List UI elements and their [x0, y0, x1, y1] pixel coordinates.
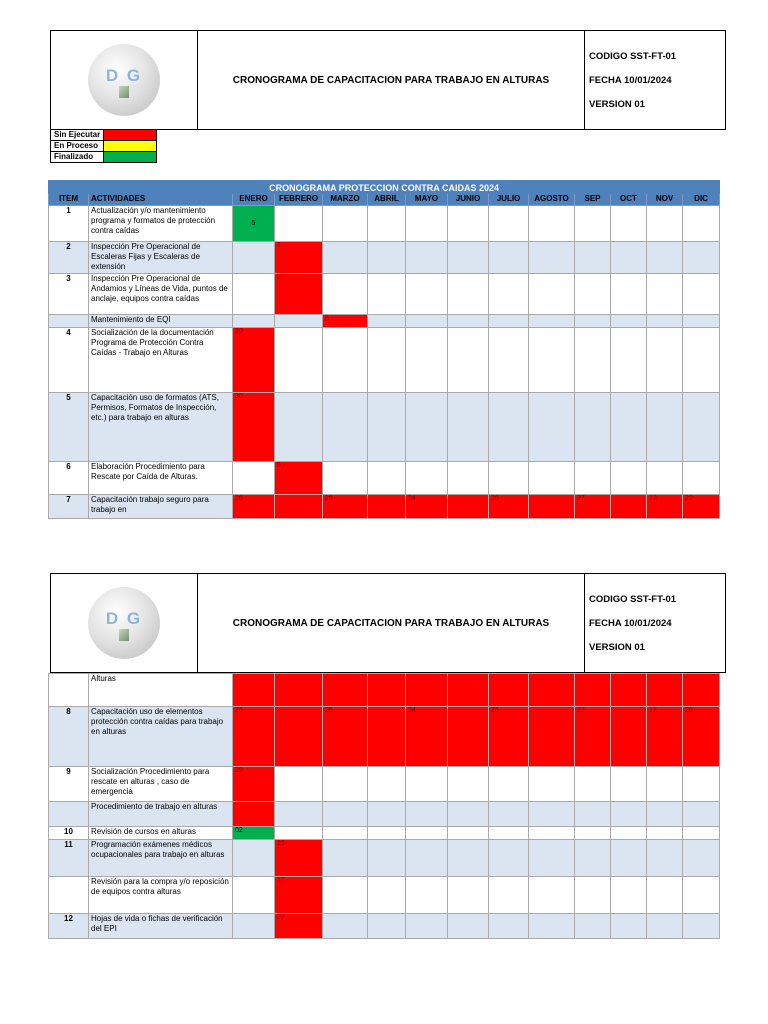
item-number [49, 315, 89, 328]
table-row [49, 462, 720, 495]
scheduled-cell-pending: 26 [489, 707, 529, 767]
table-body [49, 206, 720, 519]
scheduled-cell-pending [683, 674, 720, 707]
month-cell [275, 328, 323, 393]
month-cell [323, 274, 368, 315]
month-cell [575, 767, 611, 802]
table-row [49, 393, 720, 462]
month-cell [683, 767, 720, 802]
item-number [49, 877, 89, 914]
month-cell [233, 877, 275, 914]
month-cell [448, 802, 489, 827]
month-cell [275, 827, 323, 840]
scheduled-cell-pending: 27 [275, 914, 323, 939]
item-number: 12 [49, 914, 89, 939]
legend-label: En Proceso [51, 141, 104, 152]
month-cell [448, 328, 489, 393]
scheduled-cell-pending [529, 674, 575, 707]
document-header [50, 573, 726, 673]
item-number: 1 [49, 206, 89, 242]
month-cell [448, 274, 489, 315]
document-meta [585, 574, 725, 672]
month-cell [683, 206, 720, 242]
logo-emblem [88, 44, 160, 116]
month-cell [448, 315, 489, 328]
month-cell [683, 802, 720, 827]
scheduled-cell-pending: 5 [275, 462, 323, 495]
month-cell [647, 206, 683, 242]
month-cell [489, 242, 529, 274]
month-cell [647, 328, 683, 393]
month-cell [489, 315, 529, 328]
month-cell [611, 315, 647, 328]
month-cell [448, 827, 489, 840]
month-cell [611, 840, 647, 877]
fecha-label: FECHA 10/01/2024 [589, 74, 672, 86]
column-headers [49, 194, 720, 206]
month-cell [575, 877, 611, 914]
activity-name: Socialización de la documentación Programa de Protección Contra Caídas - Trabajo en Alturas [89, 328, 233, 393]
month-cell [323, 827, 368, 840]
scheduled-cell-pending [323, 674, 368, 707]
month-cell [683, 274, 720, 315]
month-cell [323, 840, 368, 877]
scheduled-cell-pending [448, 674, 489, 707]
month-cell [647, 315, 683, 328]
month-cell [368, 393, 406, 462]
legend-label: Finalizado [51, 152, 104, 163]
month-cell [529, 393, 575, 462]
logo-text: D G [105, 609, 143, 628]
activity-name: Hojas de vida o fichas de verificación del EPI [89, 914, 233, 939]
month-cell [323, 802, 368, 827]
month-cell [233, 840, 275, 877]
logo-text: D G [105, 66, 143, 85]
month-cell [406, 274, 448, 315]
activity-name: Actualización y/o mantenimiento programa y formatos de protección contra caídas [89, 206, 233, 242]
column-header: DIC [683, 194, 720, 206]
month-cell [275, 767, 323, 802]
month-cell [448, 242, 489, 274]
month-cell [611, 206, 647, 242]
table-title: CRONOGRAMA PROTECCION CONTRA CAIDAS 2024 [49, 181, 720, 194]
item-number: 3 [49, 274, 89, 315]
item-number [49, 802, 89, 827]
scheduled-cell-pending [647, 674, 683, 707]
scheduled-cell-pending [275, 707, 323, 767]
scheduled-cell-pending: 27 [575, 495, 611, 519]
month-cell [368, 802, 406, 827]
schedule-table-continued [48, 673, 720, 939]
activity-name: Elaboración Procedimiento para Rescate por Caída de Alturas. [89, 462, 233, 495]
month-cell [275, 802, 323, 827]
table-row [49, 315, 720, 328]
scheduled-cell-pending [368, 495, 406, 519]
month-cell [611, 877, 647, 914]
month-cell [529, 315, 575, 328]
month-cell [647, 242, 683, 274]
month-cell [647, 827, 683, 840]
month-cell [368, 827, 406, 840]
month-cell [489, 827, 529, 840]
scheduled-cell-pending [275, 495, 323, 519]
month-cell [448, 393, 489, 462]
month-cell [323, 877, 368, 914]
item-number: 2 [49, 242, 89, 274]
scheduled-cell-pending: 26 [323, 707, 368, 767]
item-number: 6 [49, 462, 89, 495]
month-cell [368, 914, 406, 939]
column-header: ABRIL [368, 194, 406, 206]
table-row [49, 328, 720, 393]
month-cell [406, 840, 448, 877]
scheduled-cell-pending [529, 495, 575, 519]
scheduled-cell-pending: 26 [489, 495, 529, 519]
column-header: FEBRERO [275, 194, 323, 206]
month-cell [489, 328, 529, 393]
version-label: VERSION 01 [589, 641, 645, 653]
month-cell [368, 877, 406, 914]
document-title: CRONOGRAMA DE CAPACITACION PARA TRABAJO EN ALTURAS [198, 574, 585, 672]
item-number: 4 [49, 328, 89, 393]
month-cell [647, 877, 683, 914]
month-cell [406, 827, 448, 840]
scheduled-cell-done: 5 [233, 206, 275, 242]
month-cell [275, 393, 323, 462]
month-cell [489, 914, 529, 939]
month-cell [368, 840, 406, 877]
month-cell [406, 393, 448, 462]
document-meta [585, 31, 725, 129]
month-cell [611, 393, 647, 462]
scheduled-cell-pending [233, 674, 275, 707]
month-cell [323, 206, 368, 242]
month-cell [683, 462, 720, 495]
month-cell [529, 840, 575, 877]
month-cell [611, 242, 647, 274]
version-label: VERSION 01 [589, 98, 645, 110]
scheduled-cell-pending [406, 674, 448, 707]
scheduled-cell-pending: 17 [275, 877, 323, 914]
company-logo [51, 574, 198, 672]
table-row [49, 877, 720, 914]
scheduled-cell-pending [368, 674, 406, 707]
scheduled-cell-pending [575, 674, 611, 707]
column-header: ITEM [49, 194, 89, 206]
month-cell [683, 914, 720, 939]
scheduled-cell-pending [529, 707, 575, 767]
month-cell [406, 462, 448, 495]
month-cell [368, 242, 406, 274]
month-cell [489, 840, 529, 877]
month-cell [489, 206, 529, 242]
month-cell [683, 315, 720, 328]
activity-name: Procedimiento de trabajo en alturas [89, 802, 233, 827]
month-cell [448, 877, 489, 914]
month-cell [489, 462, 529, 495]
scheduled-cell-pending: 24 [406, 495, 448, 519]
scheduled-cell-pending [448, 707, 489, 767]
month-cell [406, 206, 448, 242]
activity-name: Capacitación uso de formatos (ATS, Permisos, Formatos de Inspección, etc.) para trabajo en alturas [89, 393, 233, 462]
scheduled-cell-pending: 20 [683, 495, 720, 519]
month-cell [368, 274, 406, 315]
column-header: JULIO [489, 194, 529, 206]
month-cell [575, 274, 611, 315]
codigo-label: CODIGO SST-FT-01 [589, 593, 677, 605]
month-cell [611, 462, 647, 495]
activity-name: Alturas [89, 674, 233, 707]
scheduled-cell-pending: 26 [233, 495, 275, 519]
month-cell [275, 315, 323, 328]
month-cell [406, 802, 448, 827]
table-row [49, 802, 720, 827]
month-cell [406, 767, 448, 802]
month-cell [529, 802, 575, 827]
month-cell [683, 877, 720, 914]
activity-name: Socialización Procedimiento para rescate en alturas , caso de emergencia [89, 767, 233, 802]
month-cell [611, 328, 647, 393]
status-legend [50, 129, 157, 163]
company-logo [51, 31, 198, 129]
scheduled-cell-pending: 26 [233, 707, 275, 767]
scheduled-cell-pending: 24 [406, 707, 448, 767]
scheduled-cell-pending [611, 674, 647, 707]
scheduled-cell-pending: 16 [275, 840, 323, 877]
month-cell [647, 840, 683, 877]
cube-icon [119, 86, 129, 98]
month-cell [275, 206, 323, 242]
month-cell [406, 914, 448, 939]
document-header [50, 30, 726, 130]
month-cell [611, 274, 647, 315]
month-cell [683, 393, 720, 462]
scheduled-cell-pending [448, 495, 489, 519]
month-cell [489, 274, 529, 315]
month-cell [529, 877, 575, 914]
activity-name: Inspección Pre Operacional de Escaleras Fijas y Escaleras de extensión [89, 242, 233, 274]
month-cell [683, 827, 720, 840]
month-cell [683, 242, 720, 274]
table-row [49, 767, 720, 802]
fecha-label: FECHA 10/01/2024 [589, 617, 672, 629]
month-cell [611, 914, 647, 939]
legend-label: Sin Ejecutar [51, 130, 104, 141]
month-cell [529, 206, 575, 242]
item-number: 8 [49, 707, 89, 767]
month-cell [575, 315, 611, 328]
month-cell [323, 767, 368, 802]
activity-name: Programación exámenes médicos ocupacionales para trabajo en alturas [89, 840, 233, 877]
month-cell [611, 767, 647, 802]
item-number [49, 674, 89, 707]
scheduled-cell-pending [611, 495, 647, 519]
month-cell [233, 462, 275, 495]
cube-icon [119, 629, 129, 641]
table-row [49, 827, 720, 840]
month-cell [323, 462, 368, 495]
scheduled-cell-pending: 20 [683, 707, 720, 767]
month-cell [233, 315, 275, 328]
month-cell [575, 914, 611, 939]
month-cell [368, 767, 406, 802]
table-body [49, 674, 720, 939]
activity-name: Mantenimiento de EQI [89, 315, 233, 328]
month-cell [575, 827, 611, 840]
table-row [49, 840, 720, 877]
scheduled-cell-done: 02 [233, 827, 275, 840]
table-row [49, 206, 720, 242]
month-cell [611, 802, 647, 827]
legend-swatch-red [104, 130, 157, 141]
column-header: ACTIVIDADES [89, 194, 233, 206]
month-cell [647, 914, 683, 939]
month-cell [575, 206, 611, 242]
item-number: 7 [49, 495, 89, 519]
month-cell [575, 393, 611, 462]
scheduled-cell-pending [275, 674, 323, 707]
table-row [49, 707, 720, 767]
column-header: AGOSTO [529, 194, 575, 206]
month-cell [575, 328, 611, 393]
month-cell [529, 767, 575, 802]
month-cell [529, 274, 575, 315]
month-cell [448, 462, 489, 495]
month-cell [647, 462, 683, 495]
scheduled-cell-pending [368, 707, 406, 767]
month-cell [323, 393, 368, 462]
activity-name: Capacitación uso de elementos protección contra caídas para trabajo en alturas [89, 707, 233, 767]
month-cell [233, 242, 275, 274]
month-cell [529, 827, 575, 840]
month-cell [489, 802, 529, 827]
activity-name: Revisión para la compra y/o reposición de equipos contra alturas [89, 877, 233, 914]
scheduled-cell-pending: 12 [647, 495, 683, 519]
scheduled-cell-pending: 27 [575, 707, 611, 767]
document-title: CRONOGRAMA DE CAPACITACION PARA TRABAJO EN ALTURAS [198, 31, 585, 129]
scheduled-cell-pending: 6 [323, 315, 368, 328]
legend-swatch-yellow [104, 141, 157, 152]
legend-swatch-green [104, 152, 157, 163]
month-cell [647, 274, 683, 315]
month-cell [575, 242, 611, 274]
scheduled-cell-pending: 29 [233, 767, 275, 802]
month-cell [406, 328, 448, 393]
month-cell [448, 840, 489, 877]
schedule-table [48, 180, 720, 519]
activity-name: Revisión de cursos en alturas [89, 827, 233, 840]
table-row [49, 242, 720, 274]
column-header: NOV [647, 194, 683, 206]
item-number: 10 [49, 827, 89, 840]
column-header: SEP [575, 194, 611, 206]
scheduled-cell-pending [611, 707, 647, 767]
scheduled-cell-pending: 26 [323, 495, 368, 519]
month-cell [323, 328, 368, 393]
month-cell [489, 393, 529, 462]
month-cell [575, 840, 611, 877]
item-number: 9 [49, 767, 89, 802]
logo-emblem [88, 587, 160, 659]
month-cell [529, 462, 575, 495]
month-cell [529, 914, 575, 939]
column-header: ENERO [233, 194, 275, 206]
month-cell [233, 274, 275, 315]
scheduled-cell-pending: 1 [275, 242, 323, 274]
activity-name: Capacitación trabajo seguro para trabajo en [89, 495, 233, 519]
scheduled-cell-pending: 2 [275, 274, 323, 315]
month-cell [368, 206, 406, 242]
month-cell [406, 242, 448, 274]
month-cell [368, 462, 406, 495]
month-cell [448, 914, 489, 939]
month-cell [489, 877, 529, 914]
table-row [49, 674, 720, 707]
codigo-label: CODIGO SST-FT-01 [589, 50, 677, 62]
month-cell [368, 315, 406, 328]
month-cell [406, 877, 448, 914]
item-number: 5 [49, 393, 89, 462]
month-cell [448, 767, 489, 802]
column-header: MARZO [323, 194, 368, 206]
activity-name: Inspección Pre Operacional de Andamios y Líneas de Vida, puntos de anclaje, equipos contra caídas [89, 274, 233, 315]
month-cell [368, 328, 406, 393]
item-number: 11 [49, 840, 89, 877]
month-cell [529, 242, 575, 274]
table-row [49, 274, 720, 315]
scheduled-cell-pending [489, 674, 529, 707]
scheduled-cell-pending: 30 [233, 328, 275, 393]
month-cell [647, 802, 683, 827]
month-cell [406, 315, 448, 328]
month-cell [575, 802, 611, 827]
column-header: MAYO [406, 194, 448, 206]
column-header: JUNIO [448, 194, 489, 206]
month-cell [575, 462, 611, 495]
month-cell [529, 328, 575, 393]
month-cell [323, 914, 368, 939]
month-cell [489, 767, 529, 802]
table-row [49, 914, 720, 939]
scheduled-cell-pending [233, 802, 275, 827]
month-cell [448, 206, 489, 242]
month-cell [683, 328, 720, 393]
month-cell [647, 767, 683, 802]
table-row [49, 495, 720, 519]
scheduled-cell-pending: 12 [647, 707, 683, 767]
month-cell [611, 827, 647, 840]
month-cell [323, 242, 368, 274]
month-cell [647, 393, 683, 462]
scheduled-cell-pending: 30 [233, 393, 275, 462]
column-header: OCT [611, 194, 647, 206]
month-cell [233, 914, 275, 939]
month-cell [683, 840, 720, 877]
